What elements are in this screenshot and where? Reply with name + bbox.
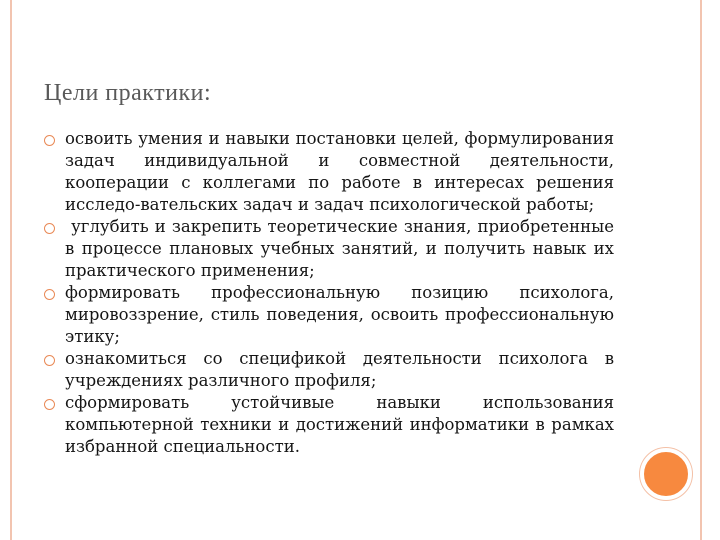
list-item-text: освоить умения и навыки постановки целей, формулирования задач индивидуальной и совместной деятельности, кооперации с коллегами по работе в интересах решения исследо-вательских задач и задач психологической работы; [65,129,614,214]
list-item-text: сформировать устойчивые навыки использования компьютерной техники и достижений информатики в рамках избранной специальности. [65,393,614,456]
goals-bullet-list [44,128,620,458]
right-frame-line [700,0,702,540]
decorative-orange-circle [640,448,692,500]
list-item-text: углубить и закрепить теоретические знания, приобретенные в процессе плановых учебных занятий, и получить навык их практического применения; [65,217,620,280]
bullet-circle-icon [44,399,55,410]
list-item [44,348,614,392]
list-item [44,216,620,282]
list-item [44,282,614,348]
slide-title: Цели практики: [44,80,212,106]
list-item [44,128,614,216]
list-item-text: формировать профессиональную позицию психолога, мировоззрение, стиль поведения, освоить профессиональную этику; [65,283,614,346]
left-frame-line [10,0,12,540]
bullet-circle-icon [44,355,55,366]
bullet-circle-icon [44,223,55,234]
list-item [44,392,614,458]
bullet-circle-icon [44,135,55,146]
list-item-text: ознакомиться со спецификой деятельности психолога в учреждениях различного профиля; [65,349,614,390]
bullet-circle-icon [44,289,55,300]
